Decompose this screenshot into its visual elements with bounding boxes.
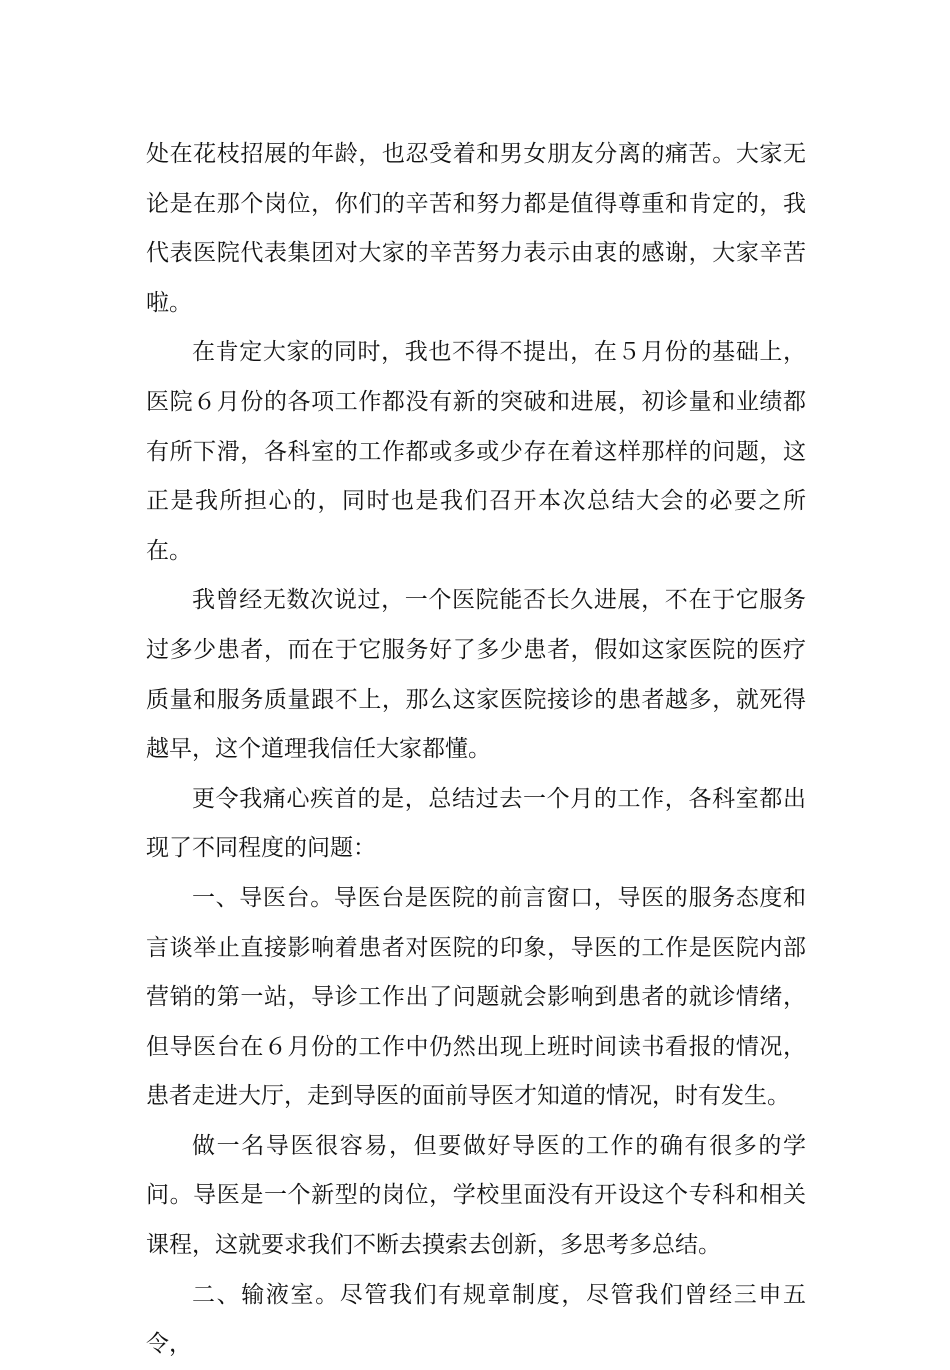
paragraph-5: 一、导医台。导医台是医院的前言窗口，导医的服务态度和言谈举止直接影响着患者对医院的印象，导医的工作是医院内部营销的第一站，导诊工作出了问题就会影响到患者的就诊情绪，但导医台在６月份的工作中仍然出现上班时间读书看报的情况，患者走进大厅，走到导医的面前导医才知道的情况，时有发生。 xyxy=(146,884,806,1110)
document-body xyxy=(146,130,806,1370)
paragraph-2: 在肯定大家的同时，我也不得不提出，在５月份的基础上，医院６月份的各项工作都没有新的突破和进展，初诊量和业绩都有所下滑，各科室的工作都或多或少存在着这样那样的问题，这正是我所担心的，同时也是我们召开本次总结大会的必要之所在。 xyxy=(146,339,806,564)
paragraph-3: 我曾经无数次说过，一个医院能否长久进展，不在于它服务过多少患者，而在于它服务好了多少患者，假如这家医院的医疗质量和服务质量跟不上，那么这家医院接诊的患者越多，就死得越早，这个道理我信任大家都懂。 xyxy=(146,587,806,763)
paragraph-7: 二、输液室。尽管我们有规章制度，尽管我们曾经三申五令， xyxy=(146,1281,806,1358)
paragraph-4: 更令我痛心疾首的是，总结过去一个月的工作，各科室都出现了不同程度的问题： xyxy=(146,785,806,862)
paragraph-1: 处在花枝招展的年龄，也忍受着和男女朋友分离的痛苦。大家无论是在那个岗位，你们的辛苦和努力都是值得尊重和肯定的，我代表医院代表集团对大家的辛苦努力表示由衷的感谢，大家辛苦啦。 xyxy=(146,141,806,316)
paragraph-6: 做一名导医很容易，但要做好导医的工作的确有很多的学问。导医是一个新型的岗位，学校里面没有开设这个专科和相关课程，这就要求我们不断去摸索去创新，多思考多总结。 xyxy=(146,1132,806,1259)
